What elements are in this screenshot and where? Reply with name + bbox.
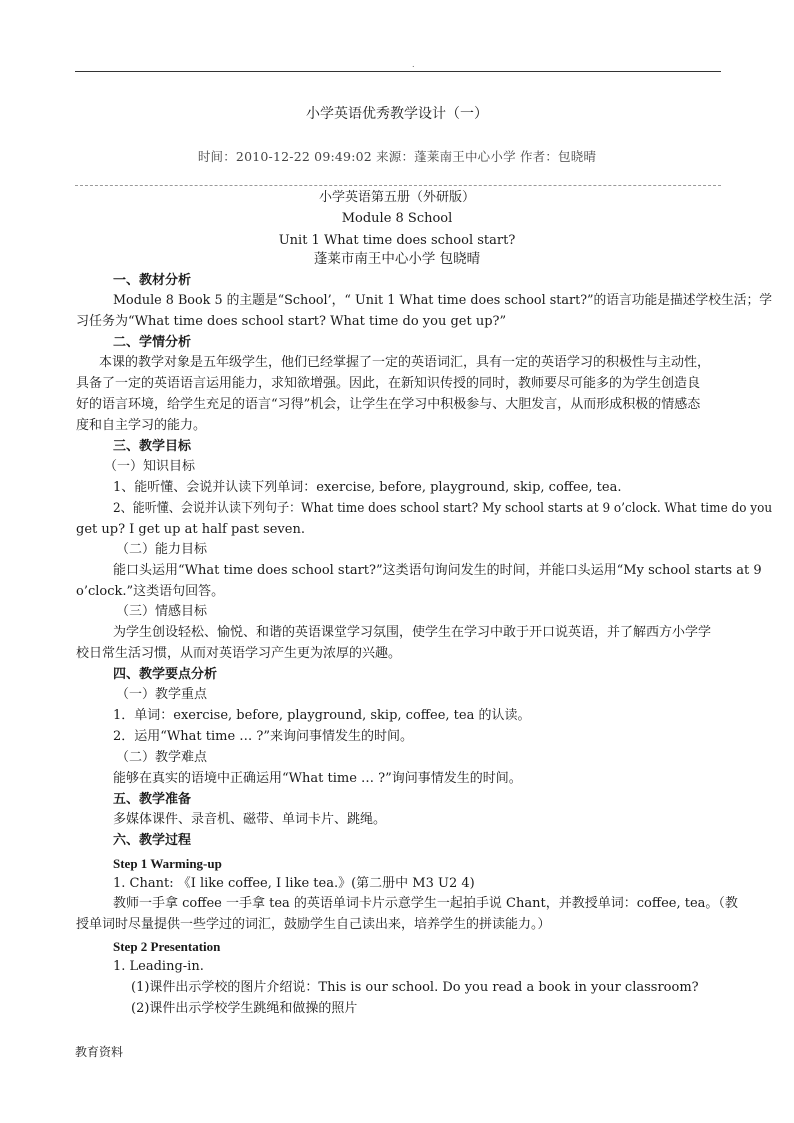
step-heading: Step 1 Warming-up [113,856,222,871]
paragraph-line: 2．运用“What time … ?”来询问事情发生的时间。 [113,729,414,744]
paragraph-line: 能够在真实的语境中正确运用“What time … ?”询问事情发生的时间。 [113,771,522,786]
step-heading: Step 2 Presentation [113,939,221,954]
section-heading-1: 一、教材分析 [113,273,192,288]
paragraph-line: 1．单词：exercise, before, playground, skip, coffee, tea 的认读。 [113,708,531,723]
paragraph-line: 能口头运用“What time does school start?”这类语句询问发生的时间，并能口头运用“My school starts at 9 [113,563,762,578]
paragraph-line: Module 8 Book 5 的主题是“School’，“ Unit 1 What time does school start?”的语言功能是描述学校生活；学 [113,293,773,308]
page-title: 小学英语优秀教学设计（一） [306,106,488,122]
paragraph-line: (2)课件出示学校学生跳绳和做操的照片 [131,1001,358,1016]
paragraph-line: 多媒体课件、录音机、磁带、单词卡片、跳绳。 [113,812,387,827]
module-title: Module 8 School [341,211,453,226]
meta-divider [75,185,721,186]
paragraph-line: 为学生创设轻松、愉悦、和谐的英语课堂学习氛围，使学生在学习中敢于开口说英语，并了解西方小学学 [113,625,712,640]
subheading: （一）教学重点 [116,687,208,702]
paragraph-line: 1. Chant: 《I like coffee, I like tea.》(第二册中 M3 U2 4) [113,876,475,891]
paragraph-line: 授单词时尽量提供一些学过的词汇，鼓励学生自己读出来，培养学生的拼读能力。） [76,917,551,932]
section-heading-4: 四、教学要点分析 [113,667,218,682]
paragraph-line: 1、能听懂、会说并认读下列单词：exercise, before, playground, skip, coffee, tea. [113,480,622,495]
author-line: 蓬莱市南王中心小学 包晓晴 [313,251,481,267]
subheading: （二）教学难点 [116,750,208,765]
paragraph-line: 1. Leading-in. [113,959,204,974]
paragraph-line: 校日常生活习惯，从而对英语学习产生更为浓厚的兴趣。 [76,646,402,661]
paragraph-line: o’clock.”这类语句回答。 [76,584,225,599]
paragraph-line: 好的语言环境，给学生充足的语言“习得”机会，让学生在学习中积极参与、大胆发言，从而形成积极的情感态 [76,397,701,412]
subheading: （一）知识目标 [104,459,196,474]
subheading: （三）情感目标 [116,604,208,619]
paragraph-line: 2、能听懂、会说并认读下列句子：What time does school start? My school starts at 9 o’clock. What time do you [113,501,773,516]
paragraph-line: 具备了一定的英语语言运用能力，求知欲增强。因此，在新知识传授的同时，教师要尽可能多的为学生创造良 [76,376,701,391]
header-rule [75,71,721,72]
paragraph-line: (1)课件出示学校的图片介绍说：This is our school. Do you read a book in your classroom? [131,980,699,995]
paragraph-line: 教师一手拿 coffee 一手拿 tea 的英语单词卡片示意学生一起拍手说 Chant，并教授单词：coffee, tea。（教 [113,896,738,911]
paragraph-line: 度和自主学习的能力。 [76,418,207,433]
article-meta: 时间：2010-12-22 09:49:02 来源：蓬莱南王中心小学 作者：包晓晴 [197,149,597,164]
book-title: 小学英语第五册（外研版） [318,190,475,205]
section-heading-6: 六、教学过程 [113,833,192,848]
paragraph-line: 习任务为“What time does school start? What time do you get up?” [76,314,507,329]
paragraph-line: 本课的教学对象是五年级学生，他们已经掌握了一定的英语词汇，具有一定的英语学习的积极性与主动性， [99,355,711,370]
section-heading-2: 二、学情分析 [113,335,192,350]
section-heading-5: 五、教学准备 [113,792,192,807]
subheading: （二）能力目标 [116,542,208,557]
section-heading-3: 三、教学目标 [113,439,192,454]
page-footer: 教育资料 [75,1045,124,1059]
paragraph-line: get up? I get up at half past seven. [76,522,305,537]
unit-title: Unit 1 What time does school start? [278,233,516,248]
header-mark: . [412,60,415,69]
